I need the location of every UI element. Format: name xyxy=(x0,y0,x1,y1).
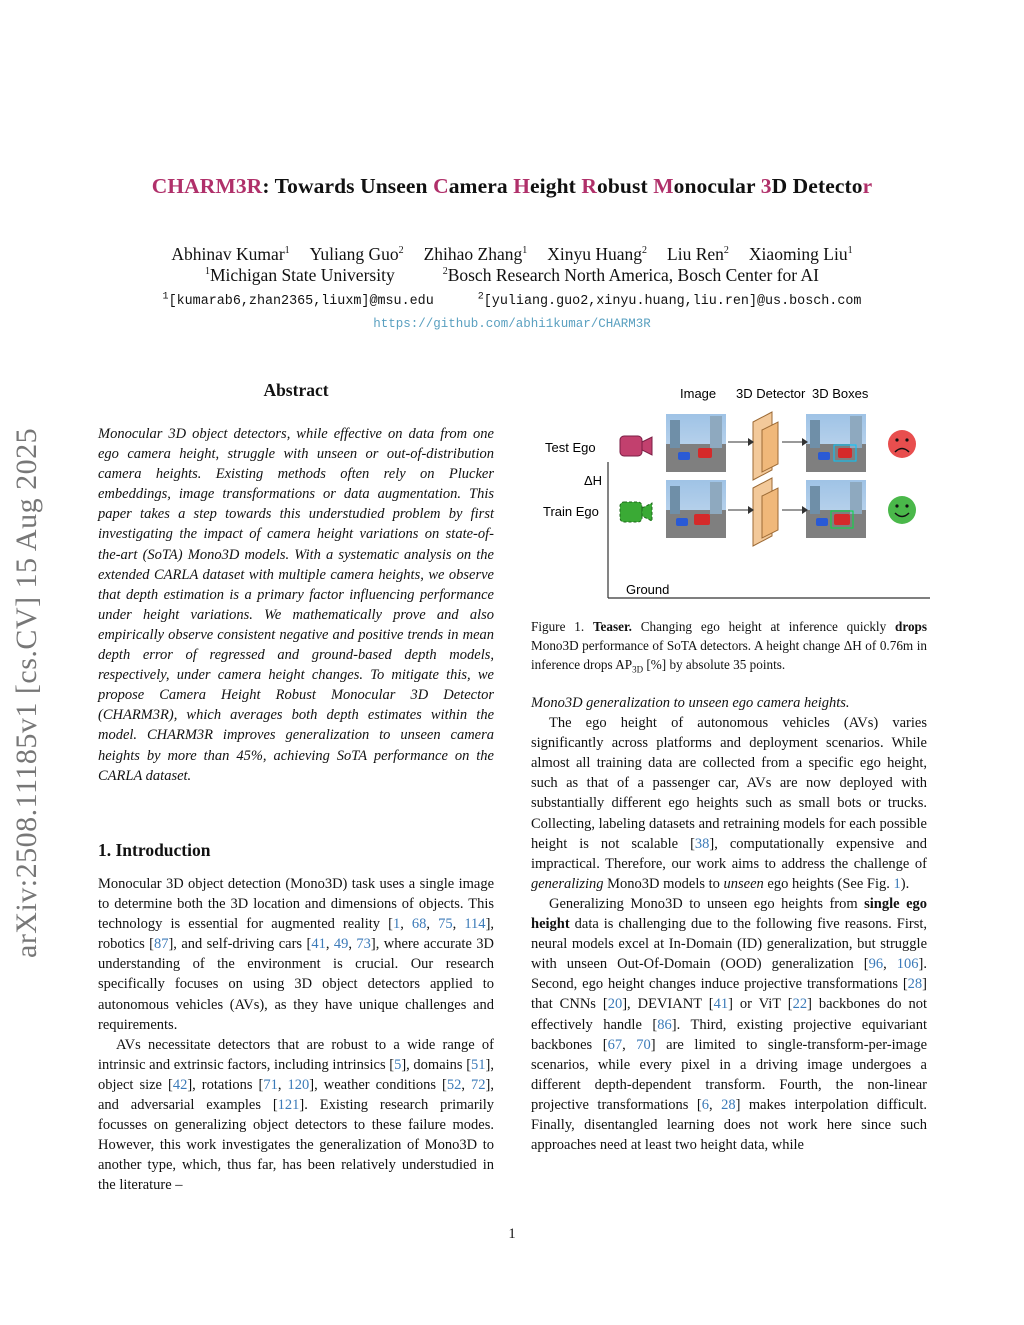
right-paragraph-2 xyxy=(531,894,927,1155)
text-run: , xyxy=(277,1076,288,1093)
citation-link[interactable]: 70 xyxy=(636,1036,651,1053)
test-input-image xyxy=(666,414,726,472)
title-part: : Towards Unseen xyxy=(262,174,434,198)
text-run: , xyxy=(708,1096,722,1113)
author-name: Yuliang Guo$^2$ xyxy=(309,243,404,264)
citation-link[interactable]: 5 xyxy=(394,1056,402,1073)
right-lead: Mono3D generalization to unseen ego camera heights. xyxy=(531,695,850,711)
text-run: ], domains [ xyxy=(401,1056,472,1073)
title-part: H xyxy=(513,174,531,198)
citation-link[interactable]: 41 xyxy=(311,936,326,953)
text-run: ] makes interpolation difficult. Finally, disentangled learning does not work here since such approaches need at least two height data, while xyxy=(531,1096,927,1154)
text-run: ]. Second, ego height changes induce projective transformations [ xyxy=(531,956,927,993)
page-number: 1 xyxy=(508,1226,516,1242)
text-run: ], and adversarial examples [ xyxy=(98,1076,494,1114)
citation-link[interactable]: 38 xyxy=(694,835,710,852)
text-run: , xyxy=(452,916,465,933)
text-run: ], where accurate 3D understanding of the environment is crucial. Our research specifically focuses on using 3D object detectors applied to autonomous vehicles (AVs), as they have unique challenges and requirements. xyxy=(98,936,495,1033)
title-part: r xyxy=(862,174,873,198)
citation-link[interactable]: 114 xyxy=(464,916,486,933)
citation-link[interactable]: 87 xyxy=(153,936,169,953)
citation-link[interactable]: 96 xyxy=(868,956,884,973)
sad-face-icon xyxy=(888,430,916,458)
author-name: Xinyu Huang$^2$ xyxy=(547,243,648,264)
text-run: ], and self-driving cars [ xyxy=(168,936,312,953)
teaser-figure xyxy=(540,382,940,602)
figure-label-boxes: 3D Boxes xyxy=(812,386,869,401)
figure-label-test-ego: Test Ego xyxy=(545,440,596,455)
text-run: , xyxy=(348,936,357,953)
author-name: Xiaoming Liu$^1$ xyxy=(748,243,853,264)
text-run: Monocular 3D object detection (Mono3D) task uses a single image to determine both the 3D location and dimensions of objects. This technology is essential for augmented reality [ xyxy=(98,876,494,933)
text-run: , xyxy=(622,1036,637,1053)
text-run: ] that CNNs [ xyxy=(531,976,927,1013)
citation-link[interactable]: 75 xyxy=(438,916,453,933)
citation-link[interactable]: 28 xyxy=(907,976,923,993)
text-run: , xyxy=(426,916,439,933)
text-run: data is challenging due to the following five reasons. First, neural models excel at In-Domain (ID) generalization, but struggle with unseen Out-Of-Domain (OOD) generalization [ xyxy=(531,916,927,973)
text-run: ], object size [ xyxy=(98,1056,494,1093)
citation-link[interactable]: 28 xyxy=(721,1096,736,1113)
happy-face-icon xyxy=(888,496,916,524)
citation-link[interactable]: 73 xyxy=(356,936,371,953)
citation-link[interactable]: 52 xyxy=(446,1076,462,1093)
figure-label-image: Image xyxy=(680,386,717,401)
train-camera-icon xyxy=(620,502,652,522)
text-run: ). xyxy=(900,875,910,892)
figure-label-ground: Ground xyxy=(626,582,670,597)
citation-link[interactable]: 72 xyxy=(471,1076,486,1093)
citation-link[interactable]: 49 xyxy=(333,936,349,953)
title-part: 3 xyxy=(760,174,772,198)
author-name: Zhihao Zhang$^1$ xyxy=(423,243,528,264)
affiliation: $^1$Michigan State University xyxy=(205,265,395,285)
text-run: , xyxy=(325,936,334,953)
citation-link[interactable]: 106 xyxy=(896,956,919,973)
text-run: , xyxy=(883,956,897,973)
title-part: CHARM3R xyxy=(151,174,263,198)
text-run: ], rotations [ xyxy=(187,1076,264,1093)
author-name: Liu Ren$^2$ xyxy=(667,243,729,264)
intro-paragraph-1 xyxy=(98,874,494,1035)
figure-label-delta-h: ΔH xyxy=(584,473,603,488)
text-run: ], computationally expensive and impractical. Therefore, our work aims to address the challenge of xyxy=(531,835,927,872)
emphasis: generalizing xyxy=(531,875,604,892)
title-part: R xyxy=(581,174,598,198)
arxiv-stamp: arXiv:2508.11185v1 [cs.CV] 15 Aug 2025 xyxy=(10,427,43,958)
abstract-heading: Abstract xyxy=(263,380,329,400)
affiliations xyxy=(0,265,1024,286)
title-part: obust xyxy=(597,174,654,198)
train-input-image xyxy=(666,480,726,538)
affiliation: $^2$Bosch Research North America, Bosch Center for AI xyxy=(442,265,819,285)
citation-link[interactable]: 20 xyxy=(607,996,623,1013)
text-run: , xyxy=(400,916,412,933)
text-run: Generalizing Mono3D to unseen ego heights from xyxy=(549,895,865,912)
paper-title xyxy=(0,174,1024,199)
intro-heading: 1. Introduction xyxy=(98,840,211,860)
citation-link[interactable]: 71 xyxy=(263,1076,278,1093)
title-part: onocular xyxy=(673,174,761,198)
text-run: ]. Existing research primarily focusses on generalizing object detectors to these failure modes. However, this work investigates the generalization of Mono3D to another type, which, thus far, has been relatively understudied in the literature – xyxy=(98,1097,495,1194)
text-run: ], DEVIANT [ xyxy=(622,996,714,1013)
citation-link[interactable]: 120 xyxy=(287,1076,310,1093)
text-run: ], weather conditions [ xyxy=(309,1076,447,1093)
text-run: , xyxy=(461,1076,472,1093)
email-group: $^2$[yuliang.guo2,xinyu.huang,liu.ren]@us.bosch.com xyxy=(477,292,862,310)
repo-link[interactable]: https://github.com/abhi1kumar/CHARM3R xyxy=(373,317,651,331)
author-name: Abhinav Kumar$^1$ xyxy=(171,243,290,264)
citation-link[interactable]: 68 xyxy=(411,916,427,933)
email-list xyxy=(0,292,1024,309)
text-run: The ego height of autonomous vehicles (AVs) varies significantly across platforms and deployment scenarios. While almost all training data are collected from a specific ego height, such as that of a passenger car, AVs are now deployed with substantially different ego heights such as small bots or trucks. Collecting, labeling datasets and retraining models for each possible height is not scalable [ xyxy=(531,715,927,852)
abstract-text: Monocular 3D object detectors, while effective on data from one ego camera height, struggle with unseen or out-of-distribution camera heights. Existing methods often rely on Plucker embeddings, image transformations or data augmentation. This paper takes a step towards this understudied problem by first investigating the impact of camera height variations on state-of-the-art (SoTA) Mono3D models. With a systematic analysis on the extended CARLA dataset with multiple camera heights, we observe that depth estimation is a primary factor influencing performance under height variations. We mathematically prove and also empirically observe consistent negative and positive trends in mean depth error of regressed and ground-based depth models, respectively, under camera height changes. To mitigate this, we propose Camera Height Robust Monocular 3D Detector (CHARM3R), which averages both depth estimates within the model. CHARM3R improves generalization to unseen camera heights by more than 45%, achieving SoTA performance on the CARLA dataset. xyxy=(98,426,494,784)
emphasis: unseen xyxy=(723,875,764,892)
citation-link[interactable]: 6 xyxy=(701,1096,709,1113)
text-run: ego heights (See Fig. xyxy=(763,875,894,892)
test-camera-icon xyxy=(620,436,652,456)
citation-link[interactable]: 67 xyxy=(607,1036,623,1053)
title-part: amera xyxy=(448,174,514,198)
figure-label-train-ego: Train Ego xyxy=(543,504,599,519)
text-run: ], robotics [ xyxy=(98,916,495,953)
citation-link[interactable]: 22 xyxy=(792,996,808,1013)
strong: single ego height xyxy=(531,895,928,933)
title-part: eight xyxy=(530,174,582,198)
text-run: AVs necessitate detectors that are robust to a wide range of intrinsic and extrinsic factors, including intrinsics [ xyxy=(98,1036,494,1073)
text-run: ] are limited to single-transform-per-image scenarios, while every pixel in a driving image undergoes a different depth-dependent transform. Fourth, the non-linear projective transformations [ xyxy=(531,1036,928,1113)
text-run: ] or ViT [ xyxy=(728,996,793,1013)
citation-link[interactable]: 121 xyxy=(277,1097,300,1114)
citation-link[interactable]: 1 xyxy=(893,875,901,892)
train-detector-block xyxy=(753,478,778,546)
text-run: ] backbones do not effectively handle [ xyxy=(531,996,927,1033)
right-paragraph-1 xyxy=(531,713,927,894)
train-output-image xyxy=(806,480,866,538)
figure-label-detector: 3D Detector xyxy=(736,386,806,401)
right-column-body xyxy=(531,693,927,1155)
citation-link[interactable]: 41 xyxy=(713,996,729,1013)
text-run: ]. Third, existing projective equivariant backbones [ xyxy=(531,1016,928,1053)
citation-link[interactable]: 51 xyxy=(471,1056,486,1073)
title-part: D Detecto xyxy=(771,174,863,198)
citation-link[interactable]: 1 xyxy=(392,916,401,933)
intro-paragraph-2 xyxy=(98,1035,494,1196)
citation-link[interactable]: 86 xyxy=(657,1016,672,1033)
author-list xyxy=(0,240,1024,265)
test-detector-block xyxy=(753,412,778,480)
intro-body xyxy=(98,874,494,1196)
email-group: $^1$[kumarab6,zhan2365,liuxm]@msu.edu xyxy=(162,292,434,310)
text-run: Mono3D models to xyxy=(603,875,724,892)
citation-link[interactable]: 42 xyxy=(172,1076,188,1093)
test-output-image xyxy=(806,414,866,472)
title-part: M xyxy=(653,174,674,198)
title-part: C xyxy=(433,174,449,198)
figure-caption: Figure 1. Teaser. Changing ego height at inference quickly drops Mono3D performance of SoTA detectors. A height change ΔH of 0.76m in inference drops $AP_{3D}$ [%] by absolute 35 points. xyxy=(531,619,928,675)
